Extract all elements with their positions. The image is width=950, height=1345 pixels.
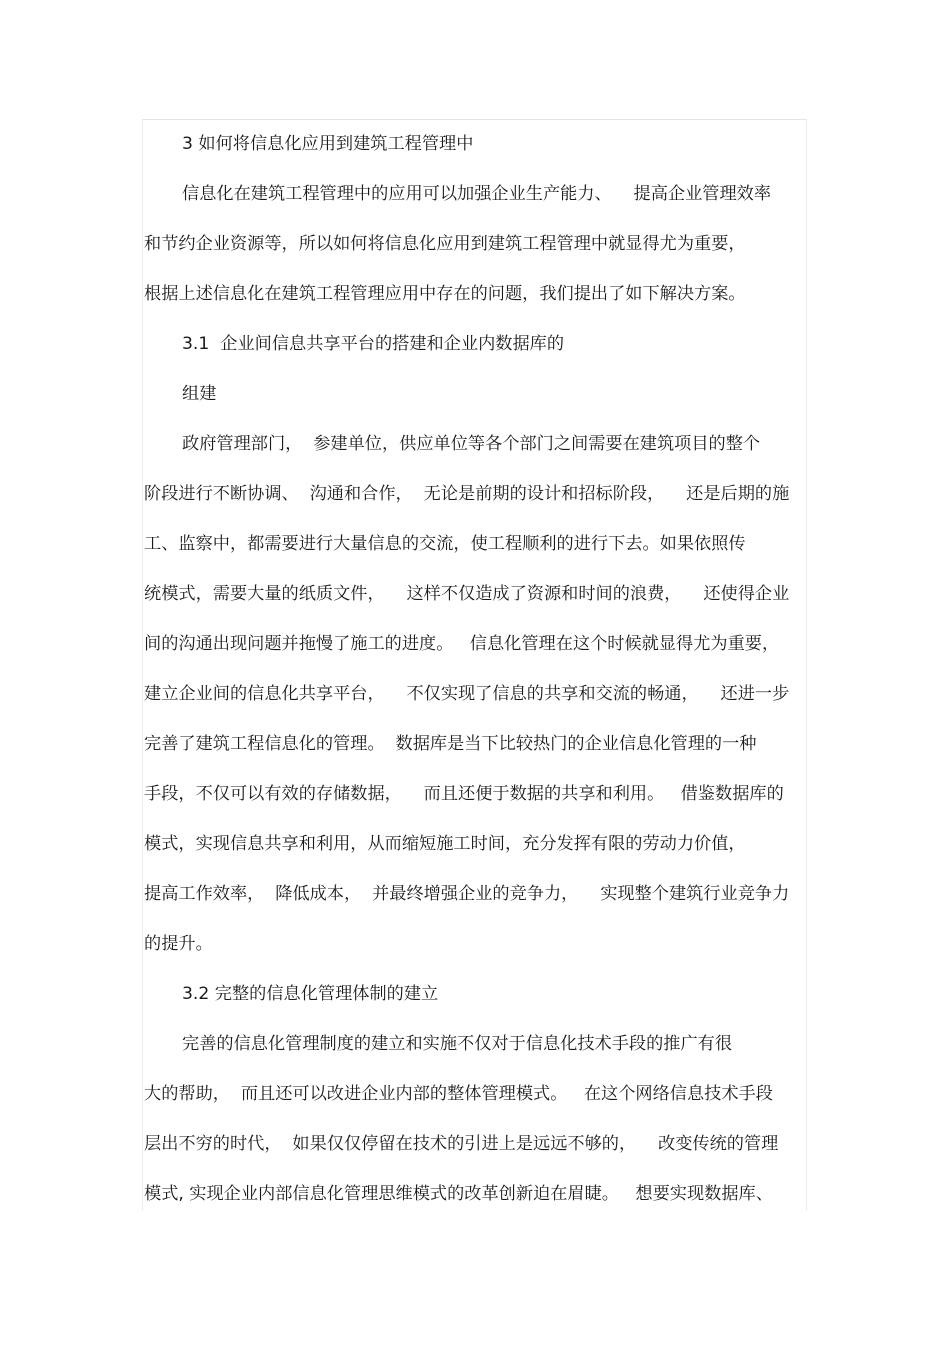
paragraph-line: 统模式，需要大量的纸质文件， 这样不仅造成了资源和时间的浪费， 还使得企业 <box>144 584 790 604</box>
section-heading-3-1: 3.1 企业间信息共享平台的搭建和企业内数据库的 <box>182 334 565 354</box>
paragraph-line: 和节约企业资源等，所以如何将信息化应用到建筑工程管理中就显得尤为重要， <box>144 234 746 254</box>
section-heading-3-2: 3.2 完整的信息化管理体制的建立 <box>182 984 439 1004</box>
paragraph-line: 的提升。 <box>144 934 213 954</box>
paragraph-line: 大的帮助， 而且还可以改进企业内部的整体管理模式。 在这个网络信息技术手段 <box>144 1084 773 1104</box>
paragraph-line: 模式，实现信息共享和利用，从而缩短施工时间，充分发挥有限的劳动力价值， <box>144 834 746 854</box>
paragraph-line: 手段，不仅可以有效的存储数据， 而且还便于数据的共享和利用。 借鉴数据库的 <box>144 784 784 804</box>
paragraph-line: 间的沟通出现问题并拖慢了施工的进度。 信息化管理在这个时候就显得尤为重要， <box>144 634 780 654</box>
section-heading-3-1-cont: 组建 <box>182 384 217 404</box>
paragraph-line: 信息化在建筑工程管理中的应用可以加强企业生产能力、 提高企业管理效率 <box>182 184 772 204</box>
section-heading-3: 3 如何将信息化应用到建筑工程管理中 <box>182 134 474 154</box>
paragraph-line: 完善了建筑工程信息化的管理。 数据库是当下比较热门的企业信息化管理的一种 <box>144 734 757 754</box>
paragraph-line: 完善的信息化管理制度的建立和实施不仅对于信息化技术手段的推广有很 <box>182 1034 733 1054</box>
paragraph-line: 工、监察中，都需要进行大量信息的交流，使工程顺利的进行下去。如果依照传 <box>144 534 746 554</box>
paragraph-line: 提高工作效率， 降低成本， 并最终增强企业的竞争力， 实现整个建筑行业竞争力 <box>144 884 790 904</box>
paragraph-line: 政府管理部门， 参建单位，供应单位等各个部门之间需要在建筑项目的整个 <box>182 434 761 454</box>
paragraph-line: 根据上述信息化在建筑工程管理应用中存在的问题，我们提出了如下解决方案。 <box>144 284 746 304</box>
paragraph-line: 阶段进行不断协调、 沟通和合作， 无论是前期的设计和招标阶段， 还是后期的施 <box>144 484 790 504</box>
paragraph-line: 建立企业间的信息化共享平台， 不仅实现了信息的共享和交流的畅通， 还进一步 <box>144 684 790 704</box>
paragraph-line: 模式, 实现企业内部信息化管理思维模式的改革创新迫在眉睫。 想要实现数据库、 <box>144 1184 773 1204</box>
paragraph-line: 层出不穷的时代， 如果仅仅停留在技术的引进上是远远不够的， 改变传统的管理 <box>144 1134 779 1154</box>
